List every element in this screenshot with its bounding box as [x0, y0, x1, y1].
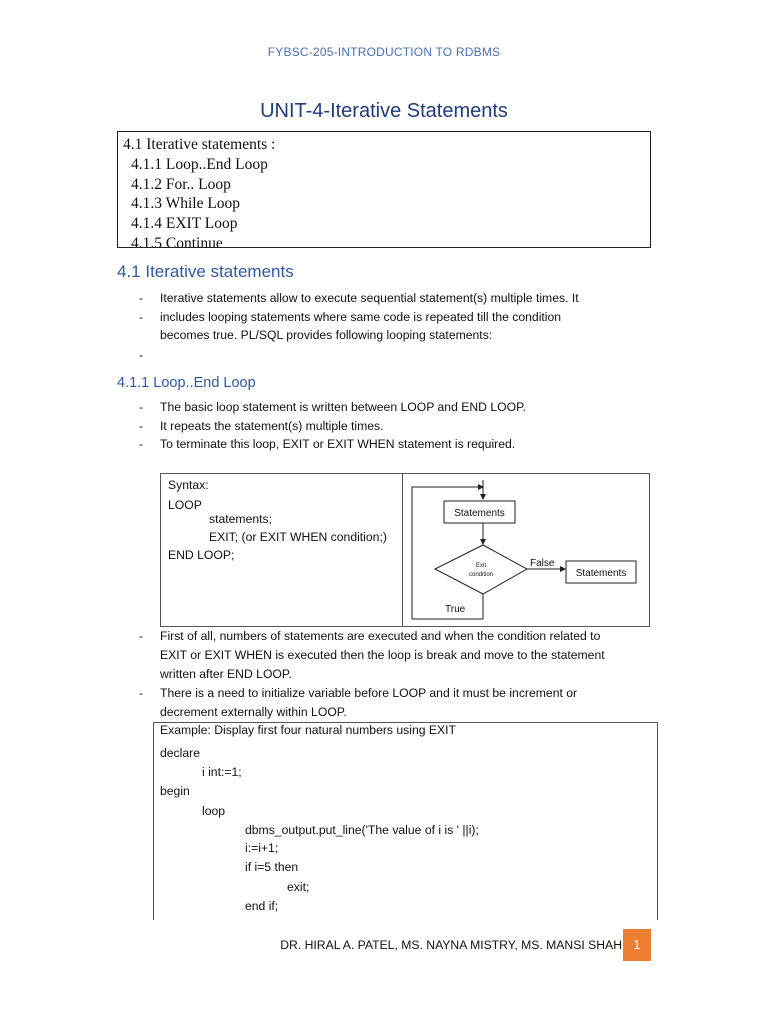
code-line: end if; [245, 899, 279, 913]
code-line: EXIT; (or EXIT WHEN condition;) [209, 530, 387, 544]
code-line: i int:=1; [202, 765, 242, 779]
syntax-label: Syntax: [168, 478, 209, 492]
decision-label: Exit [475, 563, 487, 569]
footer-authors: DR. HIRAL A. PATEL, MS. NAYNA MISTRY, MS. MANSI SHAH [280, 938, 622, 952]
code-line: begin [160, 784, 190, 798]
toc-item: 4.1.4 EXIT Loop [131, 215, 238, 233]
example-code-box [153, 722, 658, 920]
syntax-divider [402, 474, 403, 626]
code-line: i:=i+1; [245, 841, 279, 855]
code-line: declare [160, 746, 200, 760]
page-title: UNIT-4-Iterative Statements [260, 100, 508, 122]
code-line: END LOOP; [168, 548, 235, 562]
paragraph-line: decrement externally within LOOP. [160, 705, 347, 719]
subsection-heading: 4.1.1 Loop..End Loop [117, 375, 256, 391]
intro-line: Iterative statements allow to execute sequential statement(s) multiple times. It [160, 291, 579, 305]
table-of-contents [117, 131, 651, 248]
page-number: 1 [623, 929, 651, 961]
code-line: if i=5 then [245, 860, 299, 874]
bullet-dash: - [139, 686, 144, 700]
code-line: statements; [209, 512, 272, 526]
intro-line: becomes true. PL/SQL provides following looping statements: [160, 328, 493, 342]
loop-bullets [139, 398, 639, 454]
intro-line: includes looping statements where same code is repeated till the condition [160, 309, 562, 324]
statements-box-label: Statements [454, 508, 505, 519]
syntax-box [160, 473, 650, 627]
toc-item: 4.1.5 Continue [131, 234, 223, 248]
loop-flowchart [404, 474, 650, 626]
bullet-dash: - [139, 291, 144, 305]
loop-explanation [139, 627, 639, 723]
statements-box-label: Statements [575, 568, 627, 579]
true-label: True [445, 604, 466, 615]
bullet-dash: - [139, 629, 144, 643]
list-item: The basic loop statement is written between LOOP and END LOOP. [160, 400, 527, 414]
section-intro [139, 289, 619, 365]
bullet-dash: - [139, 418, 144, 433]
code-line: LOOP [168, 498, 202, 512]
paragraph-line: EXIT or EXIT WHEN is executed then the loop is break and move to the statement [160, 648, 605, 662]
bullet-dash: - [139, 309, 144, 324]
page-header: FYBSC-205-INTRODUCTION TO RDBMS [267, 45, 501, 59]
toc-heading: 4.1 Iterative statements : [123, 136, 276, 153]
false-label: False [530, 558, 555, 569]
list-item: It repeats the statement(s) multiple times. [160, 418, 384, 433]
bullet-dash: - [139, 437, 144, 451]
paragraph-line: There is a need to initialize variable before LOOP and it must be increment or [160, 686, 578, 700]
toc-item: 4.1.2 For.. Loop [131, 175, 231, 193]
code-line: dbms_output.put_line('The value of i is ' ||i); [245, 823, 479, 837]
exit-condition-diamond [435, 545, 527, 594]
code-line: loop [202, 804, 226, 818]
paragraph-line: First of all, numbers of statements are executed and when the condition related to [160, 629, 601, 643]
toc-item: 4.1.3 While Loop [131, 195, 241, 213]
bullet-dash: - [139, 348, 144, 362]
list-item: To terminate this loop, EXIT or EXIT WHEN statement is required. [160, 437, 516, 451]
bullet-dash: - [139, 400, 144, 414]
decision-label: condition [468, 572, 494, 578]
toc-item: 4.1.1 Loop..End Loop [131, 155, 268, 173]
section-heading: 4.1 Iterative statements [117, 262, 294, 281]
code-line: exit; [287, 880, 310, 894]
paragraph-line: written after END LOOP. [160, 667, 292, 681]
example-title: Example: Display first four natural numbers using EXIT [160, 723, 457, 737]
